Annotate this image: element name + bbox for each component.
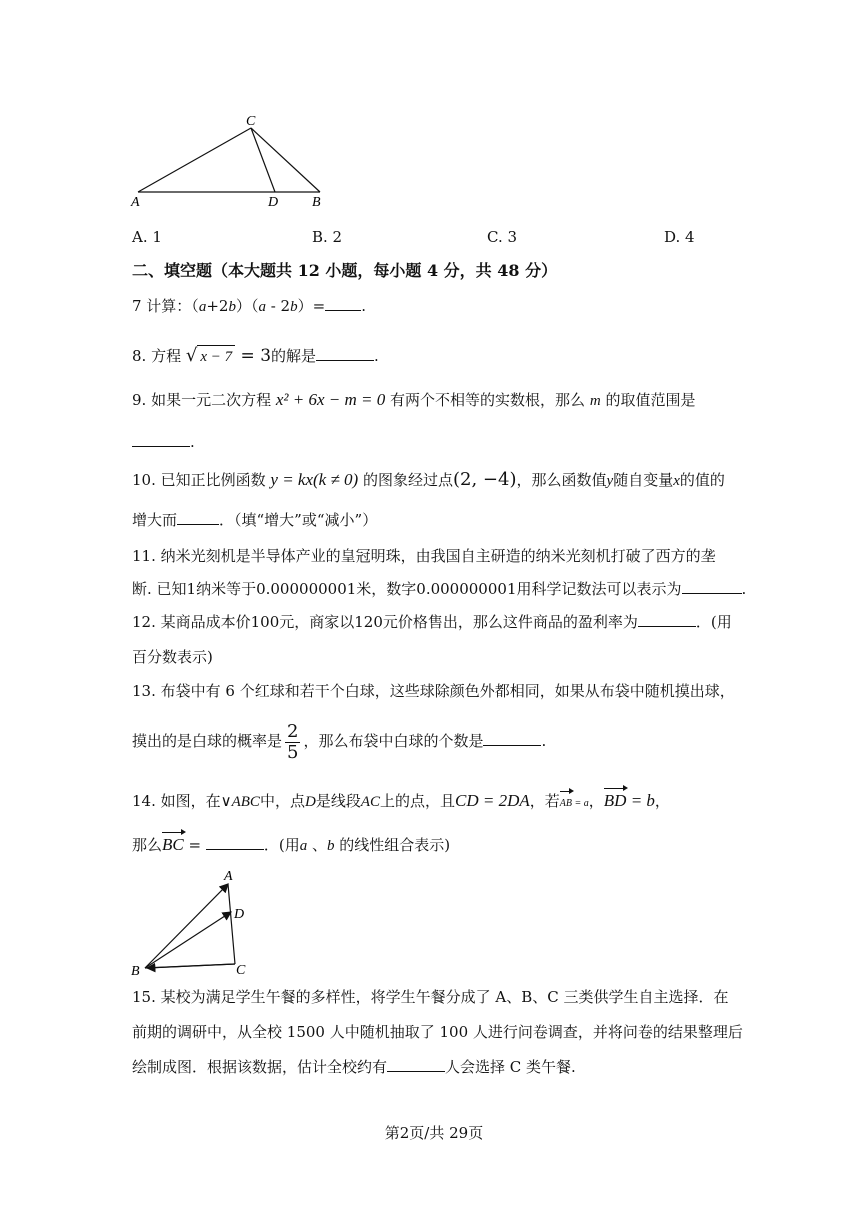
question-14: 14. 如图，在∨ABC中，点D是线段AC上的点，且CD = 2DA，若AB = a，BD = b，: [132, 790, 670, 815]
label-B: B: [131, 964, 140, 979]
question-15-line-3: 绘制成图．根据该数据，估计全校约有 人会选择 C 类午餐.: [132, 1058, 576, 1076]
probability-fraction: $\frac{2}{5}$: [287, 720, 299, 763]
option-a: A. 1: [132, 228, 162, 246]
question-8: 8. 方程 √ x − 7 = 3的解是 .: [132, 345, 379, 366]
question-13: 13. 布袋中有 6 个红球和若干个白球，这些球除颜色外都相同，如果从布袋中随机摸出球，: [132, 682, 735, 700]
triangle-figure-2: [128, 866, 258, 980]
question-13-line-2: 摸出的是白球的概率是 $\frac{2}{5}$ ，那么布袋中白球的个数是 .: [132, 720, 547, 763]
label-D: D: [234, 907, 245, 922]
question-10: 10. 已知正比例函数 y = kx(k ≠ 0) 的图象经过点(2, −4)，那么函数值y随自变量x的值的: [132, 469, 725, 490]
answer-blank[interactable]: [387, 1057, 445, 1072]
question-12-line-2: 百分数表示): [132, 648, 213, 666]
answer-blank[interactable]: [206, 835, 264, 850]
label-C: C: [236, 963, 246, 978]
option-b: B. 2: [312, 228, 343, 246]
label-C: C: [246, 114, 256, 129]
answer-blank[interactable]: [483, 731, 541, 746]
label-D: D: [268, 195, 279, 210]
question-7: 7 计算：（a+2b）（a - 2b）= .: [132, 297, 366, 315]
question-9: 9. 如果一元二次方程 x² + 6x − m = 0 有两个不相等的实数根，那么 m 的取值范围是: [132, 390, 696, 409]
question-15-line-2: 前期的调研中，从全校 1500 人中随机抽取了 100 人进行问卷调查，并将问卷的结果整理后: [132, 1023, 743, 1041]
answer-blank[interactable]: [316, 346, 374, 361]
label-A: A: [131, 195, 140, 210]
page-footer: 第2页/共 29页: [384, 1124, 484, 1142]
label-B: B: [312, 195, 321, 210]
question-14-line-2: 那么BC = ．(用a 、b 的线性组合表示): [132, 835, 451, 854]
answer-blank[interactable]: [682, 579, 742, 594]
section-title: 二、填空题（本大题共 12 小题，每小题 4 分，共 48 分）: [132, 261, 558, 280]
question-11-line-2: 断. 已知1纳米等于0.000000001米，数字0.000000001用科学记数法可以表示为 .: [132, 580, 747, 598]
question-11: 11. 纳米光刻机是半导体产业的皇冠明珠，由我国自主研造的纳米光刻机打破了西方的垄: [132, 547, 716, 565]
question-9-line-2: .: [132, 431, 195, 453]
answer-blank[interactable]: [132, 432, 190, 447]
answer-blank[interactable]: [177, 510, 219, 525]
question-12: 12. 某商品成本价100元，商家以120元价格售出，那么这件商品的盈利率为 ．(用: [132, 613, 732, 631]
answer-blank[interactable]: [325, 296, 361, 311]
triangle-figure-1: [128, 108, 328, 210]
answer-blank[interactable]: [638, 612, 696, 627]
question-15: 15. 某校为满足学生午餐的多样性，将学生午餐分成了 A、B、C 三类供学生自主选择．在: [132, 988, 729, 1006]
label-A: A: [224, 869, 233, 884]
question-10-line-2: 增大而 ．（填“增大”或“减小”）: [132, 511, 378, 529]
option-c: C. 3: [487, 228, 518, 246]
option-d: D. 4: [664, 228, 695, 246]
